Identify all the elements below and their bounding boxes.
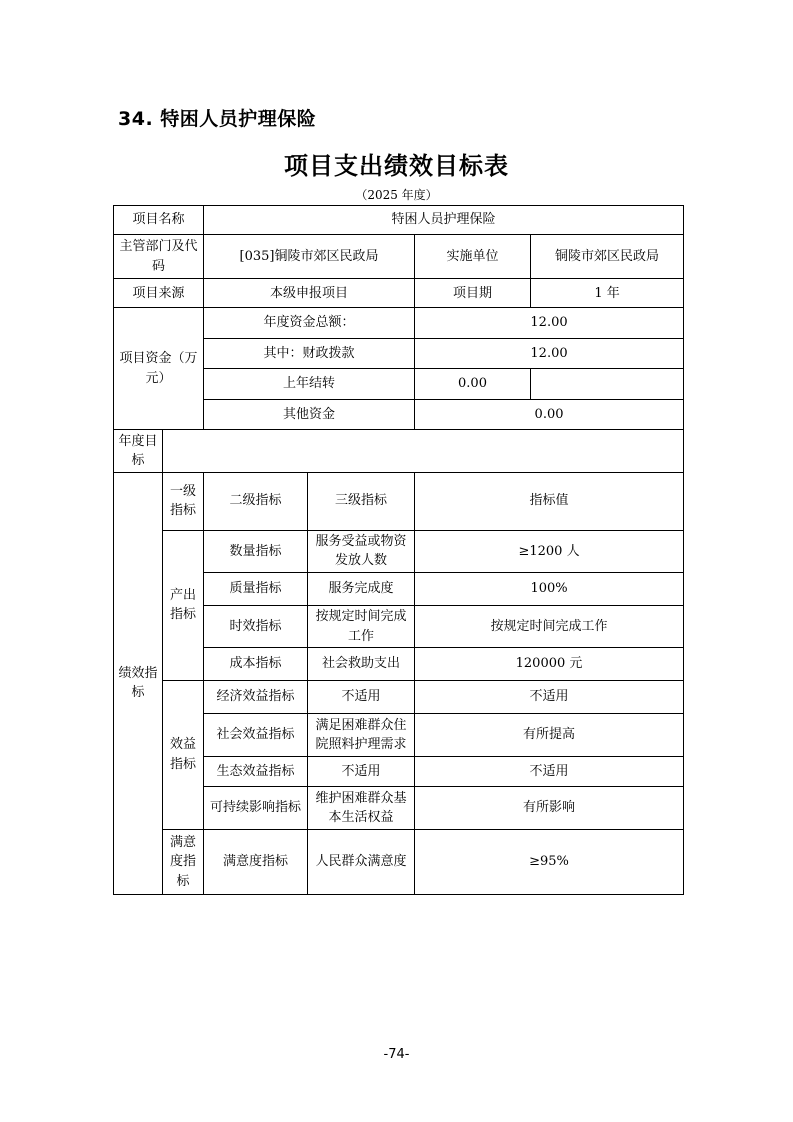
output-indicators-label: 产出指标: [163, 530, 204, 680]
performance-indicators-label: 绩效指标: [114, 472, 163, 894]
table-row-value: 不适用: [415, 756, 684, 786]
table-row-level3: 服务完成度: [308, 573, 415, 605]
table-row-value: 120000 元: [415, 648, 684, 680]
project-period-value: 1 年: [531, 279, 684, 308]
implementing-unit-label: 实施单位: [415, 235, 531, 279]
table-row-level2: 成本指标: [204, 648, 308, 680]
other-funds-label: 其他资金: [204, 399, 415, 429]
fiscal-allocation-label: 其中：财政拨款: [204, 338, 415, 368]
project-funds-label: 项目资金（万元）: [114, 308, 204, 430]
performance-target-table: [113, 205, 684, 895]
document-year: （2025 年度）: [355, 188, 438, 202]
table-row-level2: 时效指标: [204, 605, 308, 648]
table-row-level2: 满意度指标: [204, 829, 308, 894]
annual-total-funds-label: 年度资金总额：: [204, 308, 415, 338]
project-period-label: 项目期: [415, 279, 531, 308]
annual-total-funds-value: 12.00: [415, 308, 684, 338]
table-row-level3: 不适用: [308, 680, 415, 713]
page-number: -74-: [383, 1047, 410, 1062]
department-label: 主管部门及代码: [114, 235, 204, 279]
table-row-level2: 数量指标: [204, 530, 308, 573]
table-row-value: 按规定时间完成工作: [415, 605, 684, 648]
table-row-level3: 服务受益或物资发放人数: [308, 530, 415, 573]
carryover-label: 上年结转: [204, 369, 415, 399]
table-row-level2: 质量指标: [204, 573, 308, 605]
table-row-level2: 经济效益指标: [204, 680, 308, 713]
table-row-level3: 社会救助支出: [308, 648, 415, 680]
benefit-indicators-label: 效益指标: [163, 680, 204, 829]
table-row-value: 100%: [415, 573, 684, 605]
implementing-unit-value: 铜陵市郊区民政局: [531, 235, 684, 279]
carryover-blank: [531, 369, 684, 399]
other-funds-value: 0.00: [415, 399, 684, 429]
header-level1: 一级指标: [163, 472, 204, 530]
table-row-level2: 生态效益指标: [204, 756, 308, 786]
table-row-level3: 不适用: [308, 756, 415, 786]
project-name-value: 特困人员护理保险: [204, 206, 684, 235]
header-level3: 三级指标: [308, 472, 415, 530]
table-row-level3: 按规定时间完成工作: [308, 605, 415, 648]
project-name-label: 项目名称: [114, 206, 204, 235]
section-title: 34. 特困人员护理保险: [118, 108, 317, 130]
table-row-level2: 可持续影响指标: [204, 787, 308, 830]
project-source-label: 项目来源: [114, 279, 204, 308]
table-row-level3: 人民群众满意度: [308, 829, 415, 894]
department-value: [035]铜陵市郊区民政局: [204, 235, 415, 279]
table-row-value: ≥1200 人: [415, 530, 684, 573]
carryover-value: 0.00: [415, 369, 531, 399]
table-row-value: 有所影响: [415, 787, 684, 830]
table-row-value: ≥95%: [415, 829, 684, 894]
annual-goal-label: 年度目标: [114, 430, 163, 473]
project-source-value: 本级申报项目: [204, 279, 415, 308]
table-row-level2: 社会效益指标: [204, 714, 308, 757]
table-row-level3: 维护困难群众基本生活权益: [308, 787, 415, 830]
document-title: 项目支出绩效目标表: [284, 152, 509, 180]
annual-goal-value: [163, 430, 684, 473]
table-row-value: 不适用: [415, 680, 684, 713]
header-level2: 二级指标: [204, 472, 308, 530]
fiscal-allocation-value: 12.00: [415, 338, 684, 368]
table-row-level3: 满足困难群众住院照料护理需求: [308, 714, 415, 757]
table-row-value: 有所提高: [415, 714, 684, 757]
satisfaction-indicators-label: 满意度指标: [163, 829, 204, 894]
header-value: 指标值: [415, 472, 684, 530]
